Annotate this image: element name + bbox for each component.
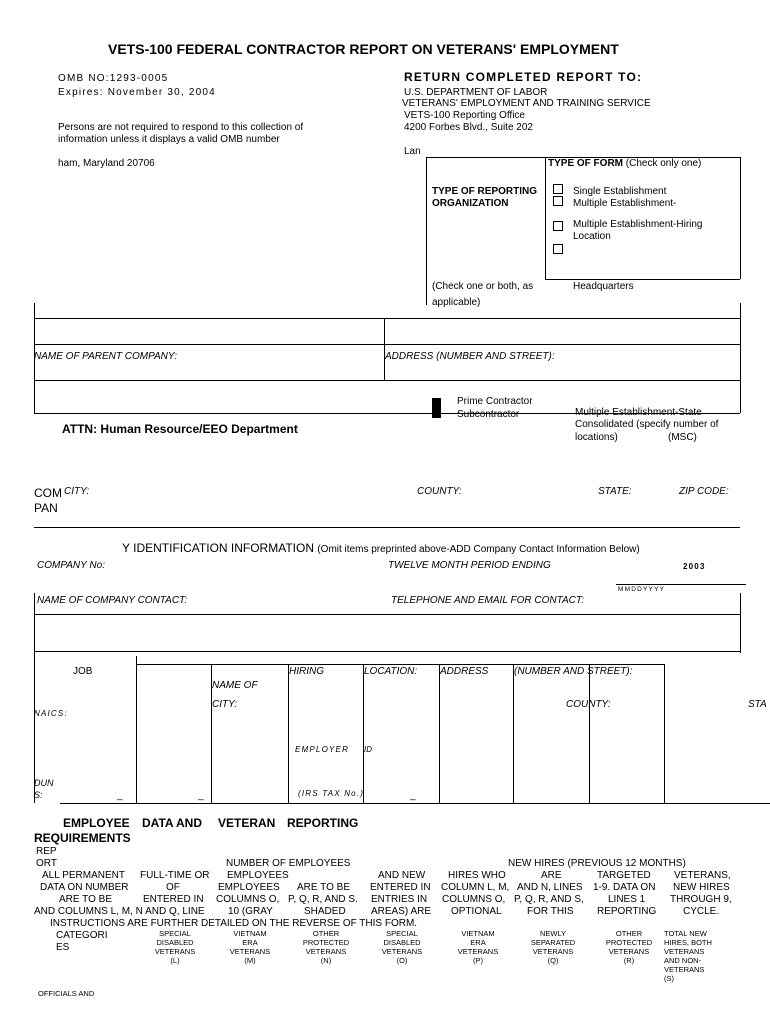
hiring-location-label1: Multiple Establishment-Hiring [573, 219, 703, 230]
column-header-1: VIETNAM ERA VETERANS (M) [229, 929, 271, 965]
reporting-org-label1: TYPE OF REPORTING [432, 186, 538, 197]
state-label2: Consolidated (specify number of [575, 419, 719, 430]
emp-heading5: REQUIREMENTS [34, 831, 131, 845]
period-label: TWELVE MONTH PERIOD ENDING [388, 560, 551, 571]
dun-label: DUN [34, 778, 54, 788]
subcontractor-label: Subcontractor [457, 409, 520, 420]
emp-text: HIRES WHO [448, 870, 506, 881]
zip-label: ZIP CODE: [679, 486, 729, 497]
column-header-6: OTHER PROTECTED VETERANS (R) [605, 929, 653, 965]
state-label1: Multiple Establishment-State [575, 407, 702, 418]
emp-heading1: EMPLOYEE [63, 816, 130, 830]
check-note1: (Check one or both, as [432, 281, 534, 292]
blank-2: _ [198, 790, 204, 801]
column-header-5: NEWLY SEPARATED VETERANS (Q) [530, 929, 576, 965]
return-line4: 4200 Forbes Blvd., Suite 202 [404, 122, 533, 133]
emp-text: P, Q, R, AND S. [288, 894, 358, 905]
emp-text: ARE TO BE [59, 894, 112, 905]
state-label3: locations) [575, 432, 618, 443]
multiple-establishment-checkbox[interactable] [553, 196, 563, 206]
return-line5: Lan [404, 146, 421, 157]
emp-text: THROUGH 9, [670, 894, 732, 905]
hiring-label: HIRING [289, 666, 324, 677]
emp-text: OF [166, 882, 180, 893]
contact-name-label: NAME OF COMPANY CONTACT: [37, 595, 188, 606]
return-line2: VETERANS' EMPLOYMENT AND TRAINING SERVICE [402, 98, 651, 109]
city-label: CITY: [64, 486, 90, 497]
emp-text: AND N, LINES [517, 882, 583, 893]
emp-text: OPTIONAL [451, 906, 502, 917]
emp-text: ARE [541, 870, 562, 881]
return-line1: U.S. DEPARTMENT OF LABOR [404, 87, 548, 98]
com-label: COM [34, 486, 62, 500]
emp-text: EMPLOYEES [218, 882, 280, 893]
emp-text: ALL PERMANENT [42, 870, 125, 881]
job-label: JOB [73, 666, 93, 677]
rep-label: REP [36, 846, 57, 857]
emp-text: COLUMN L, M, [441, 882, 510, 893]
address-label: ADDRESS [440, 666, 489, 677]
name-of-label: NAME OF [212, 680, 258, 691]
irs-label: (IRS TAX No.) [298, 789, 365, 798]
emp-text: 10 (GRAY [228, 906, 273, 917]
officials-label: OFFICIALS AND [38, 989, 95, 998]
emp-text: ENTRIES IN [371, 894, 428, 905]
emp-heading3: VETERAN [218, 816, 276, 830]
parent-address-label: ADDRESS (NUMBER AND STREET): [385, 351, 555, 362]
blank-3: _ [410, 790, 416, 801]
emp-text: ARE TO BE [297, 882, 350, 893]
id-label: ID [364, 745, 372, 754]
reporting-org-label2: ORGANIZATION [432, 198, 509, 209]
parent-name-label: NAME OF PARENT COMPANY: [34, 351, 177, 362]
hiring-state-label: STA [748, 699, 767, 710]
county-label: COUNTY: [417, 486, 462, 497]
notice-line2: information unless it displays a valid OMB number [58, 134, 280, 145]
headquarters-label: Headquarters [573, 281, 634, 292]
emp-text: COLUMNS O, [442, 894, 506, 905]
blank-1: _ [117, 790, 123, 801]
emp-instructions: INSTRUCTIONS ARE FURTHER DETAILED ON THE REVERSE OF THIS FORM. [50, 918, 418, 929]
emp-text: DATA ON NUMBER [40, 882, 129, 893]
attn-line: ATTN: Human Resource/EEO Department [62, 422, 298, 436]
state-consolidated-checkbox[interactable] [553, 244, 563, 254]
emp-text: AREAS) ARE [371, 906, 432, 917]
naics-label: NAICS: [34, 709, 68, 718]
column-header-7: TOTAL NEW HIRES, BOTH VETERANS AND NON- VETERANS (S) [664, 929, 712, 983]
mmddyyyy-label: MMDDYYYY [618, 586, 666, 593]
type-of-form-label: TYPE OF FORM (Check only one) [548, 158, 702, 169]
period-year: 2003 [683, 562, 706, 571]
number-street-label: (NUMBER AND STREET): [514, 666, 633, 677]
emp-text: VETERANS, [674, 870, 731, 881]
emp-text: 1-9. DATA ON [593, 882, 656, 893]
emp-text: TARGETED [597, 870, 651, 881]
form-title: VETS-100 FEDERAL CONTRACTOR REPORT ON VETERANS' EMPLOYMENT [108, 41, 619, 57]
column-header-3: SPECIAL DISABLED VETERANS (O) [381, 929, 423, 965]
company-no-label: COMPANY No: [37, 560, 105, 571]
omb-expires: Expires: November 30, 2004 [58, 87, 216, 98]
hiring-city-label: CITY: [212, 699, 238, 710]
emp-text: AND COLUMNS L, M, N AND Q, LINE [34, 906, 205, 917]
dun-s-label: S: [34, 790, 43, 800]
prime-contractor-marker [432, 398, 441, 418]
emp-text: CYCLE. [683, 906, 720, 917]
emp-text: NUMBER OF EMPLOYEES [226, 858, 351, 869]
emp-text: ENTERED IN [143, 894, 204, 905]
categories-es: ES [56, 942, 70, 953]
emp-text: EMPLOYEES [227, 870, 289, 881]
column-header-4: VIETNAM ERA VETERANS (P) [457, 929, 499, 965]
single-establishment-checkbox[interactable] [553, 184, 563, 194]
emp-heading4: REPORTING [287, 816, 359, 830]
emp-text: P, Q, R, AND S, [514, 894, 584, 905]
multiple-establishment-label: Multiple Establishment- [573, 198, 677, 209]
emp-text: NEW HIRES [673, 882, 730, 893]
column-header-0: SPECIAL DISABLED VETERANS (L) [154, 929, 196, 965]
emp-text: NEW HIRES (PREVIOUS 12 MONTHS) [508, 858, 686, 869]
return-heading: RETURN COMPLETED REPORT TO: [404, 70, 643, 84]
employer-label: EMPLOYER [295, 745, 350, 754]
hiring-location-checkbox[interactable] [553, 221, 563, 231]
hiring-county-label: COUNTY: [566, 699, 611, 710]
return-line6: ham, Maryland 20706 [58, 158, 155, 169]
emp-text: AND NEW [378, 870, 426, 881]
telephone-label: TELEPHONE AND EMAIL FOR CONTACT: [391, 595, 584, 606]
emp-text: SHADED [304, 906, 346, 917]
emp-text: LINES 1 [608, 894, 646, 905]
location-label: LOCATION: [364, 666, 418, 677]
emp-text: FULL-TIME OR [140, 870, 210, 881]
emp-text: REPORTING [597, 906, 657, 917]
emp-text: COLUMNS O, [216, 894, 280, 905]
column-header-2: OTHER PROTECTED VETERANS (N) [302, 929, 350, 965]
hiring-location-label2: Location [573, 231, 611, 242]
single-establishment-label: Single Establishment [573, 186, 667, 197]
notice-line1: Persons are not required to respond to this collection of [58, 122, 304, 133]
pan-label: PAN [34, 501, 58, 515]
categories-label: CATEGORI [56, 930, 108, 941]
return-line3: VETS-100 Reporting Office [404, 110, 525, 121]
state-field-label: STATE: [598, 486, 632, 497]
emp-text: ENTERED IN [370, 882, 431, 893]
prime-contractor-label: Prime Contractor [457, 396, 533, 407]
msc-label: (MSC) [668, 432, 697, 443]
omb-number: OMB NO:1293-0005 [58, 73, 169, 84]
company-id-heading: Y IDENTIFICATION INFORMATION (Omit items preprinted above-ADD Company Contact Information Below) [122, 541, 640, 555]
emp-heading2: DATA AND [142, 816, 202, 830]
ort-label: ORT [36, 858, 57, 869]
emp-text: FOR THIS [527, 906, 574, 917]
check-note2: applicable) [432, 297, 481, 308]
